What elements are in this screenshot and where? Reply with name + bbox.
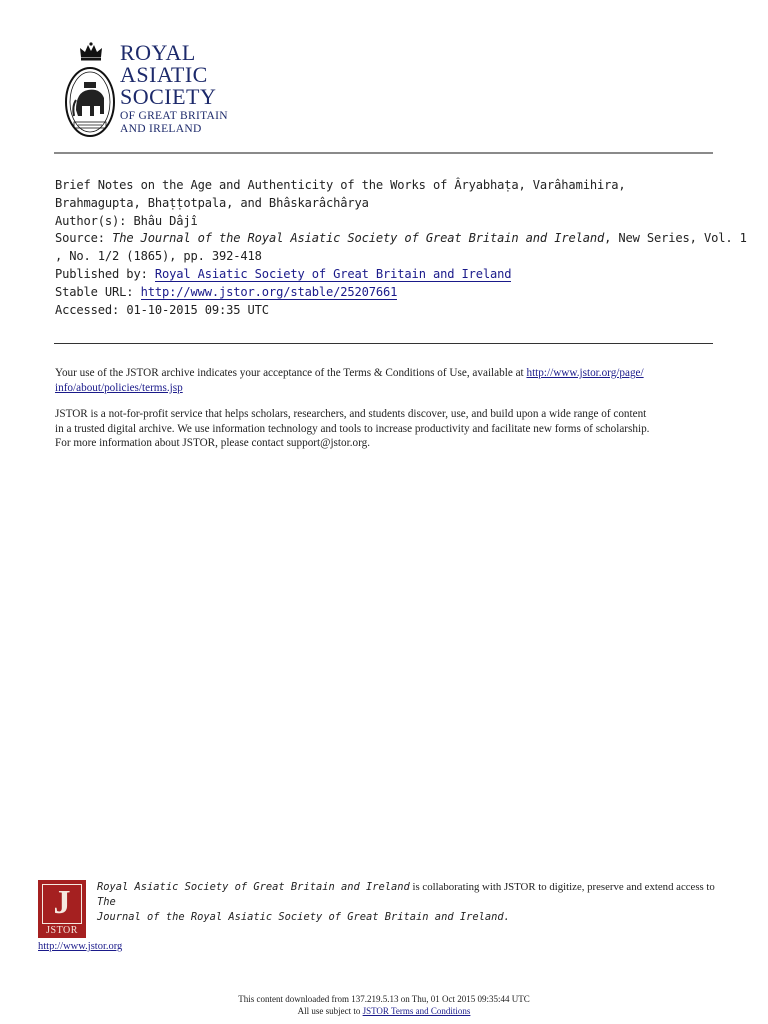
- citation-block: [55, 177, 747, 319]
- jstor-home-link[interactable]: http://www.jstor.org: [38, 941, 123, 952]
- jstor-logo-glyph: J: [53, 884, 71, 921]
- author-label: Author(s):: [55, 213, 134, 228]
- terms-text: Your use of the JSTOR archive indicates your acceptance of the Terms & Conditions of Use, available at: [55, 367, 527, 379]
- elephant-seal-icon: [64, 66, 116, 138]
- jstor-about-line-2: in a trusted digital archive. We use information technology and tools to increase productivity and facilitate new forms of scholarship.: [55, 422, 650, 435]
- terms-link-part-2: info/about/policies/terms.jsp: [55, 381, 183, 394]
- logo-line-asiatic: ASIATIC: [120, 62, 208, 87]
- author-line: [55, 213, 715, 231]
- logo-line-great-britain: OF GREAT BRITAIN: [120, 110, 228, 122]
- citation-divider: [54, 343, 713, 344]
- header-divider: [54, 152, 713, 154]
- jstor-logo[interactable]: [38, 880, 86, 938]
- logo-line-royal: ROYAL: [120, 40, 196, 65]
- accessed-line: [55, 302, 715, 320]
- download-line: This content downloaded from 137.219.5.13 on Thu, 01 Oct 2015 09:35:44 UTC: [238, 994, 530, 1004]
- source-journal: The Journal of the Royal Asiatic Society of Great Britain and Ireland: [112, 231, 605, 246]
- source-label: Source:: [55, 231, 113, 246]
- collab-text: is collaborating with JSTOR to digitize, preserve and extend access to: [409, 881, 715, 893]
- article-title-line-2: Brahmagupta, Bhaṭṭotpala, and Bhâskarâchârya: [55, 195, 369, 210]
- collaboration-note: [97, 880, 723, 925]
- source-series: , New Series, Vol. 1: [604, 231, 747, 246]
- download-notice: [0, 994, 768, 1017]
- stable-url-label: Stable URL:: [55, 284, 141, 299]
- crown-icon: [78, 42, 104, 62]
- publisher-link[interactable]: Royal Asiatic Society of Great Britain and Ireland: [154, 266, 512, 281]
- source-issue-line: , No. 1/2 (1865), pp. 392-418: [55, 249, 262, 264]
- terms-notice: [55, 366, 715, 451]
- terms-conditions-link[interactable]: JSTOR Terms and Conditions: [362, 1005, 471, 1016]
- source-line: [55, 230, 747, 248]
- accessed-date: 01-10-2015 09:35 UTC: [126, 302, 269, 317]
- society-logo: [62, 42, 262, 142]
- use-subject-line: [0, 1006, 768, 1018]
- author-name: Bhâu Dâjî: [133, 213, 198, 228]
- logo-line-society: SOCIETY: [120, 84, 217, 109]
- publisher-line: [55, 266, 715, 284]
- terms-link-part-1: http://www.jstor.org/page/: [526, 367, 644, 379]
- use-subject-text: All use subject to: [297, 1005, 363, 1016]
- jstor-logo-word: JSTOR: [46, 925, 78, 936]
- collab-journal-rest: Journal of the Royal Asiatic Society of Great Britain and Ireland.: [97, 911, 510, 923]
- accessed-label: Accessed:: [55, 302, 127, 317]
- society-name: [120, 42, 228, 136]
- jstor-about-paragraph: [55, 407, 715, 451]
- publisher-label: Published by:: [55, 266, 155, 281]
- collab-society: Royal Asiatic Society of Great Britain and Ireland: [97, 881, 410, 893]
- logo-line-ireland: AND IRELAND: [120, 123, 202, 135]
- stable-url-link[interactable]: http://www.jstor.org/stable/25207661: [140, 284, 398, 299]
- article-title-line-1: Brief Notes on the Age and Authenticity of the Works of Âryabhaṭa, Varâhamihira,: [55, 178, 626, 192]
- jstor-about-line-3: For more information about JSTOR, please contact support@jstor.org.: [55, 437, 371, 450]
- collab-journal-start: The: [97, 896, 116, 908]
- terms-paragraph: [55, 366, 715, 395]
- jstor-about-line-1: JSTOR is a not-for-profit service that helps scholars, researchers, and students discover, use, and build upon a wide range of content: [55, 408, 647, 421]
- stable-url-line: [55, 284, 715, 302]
